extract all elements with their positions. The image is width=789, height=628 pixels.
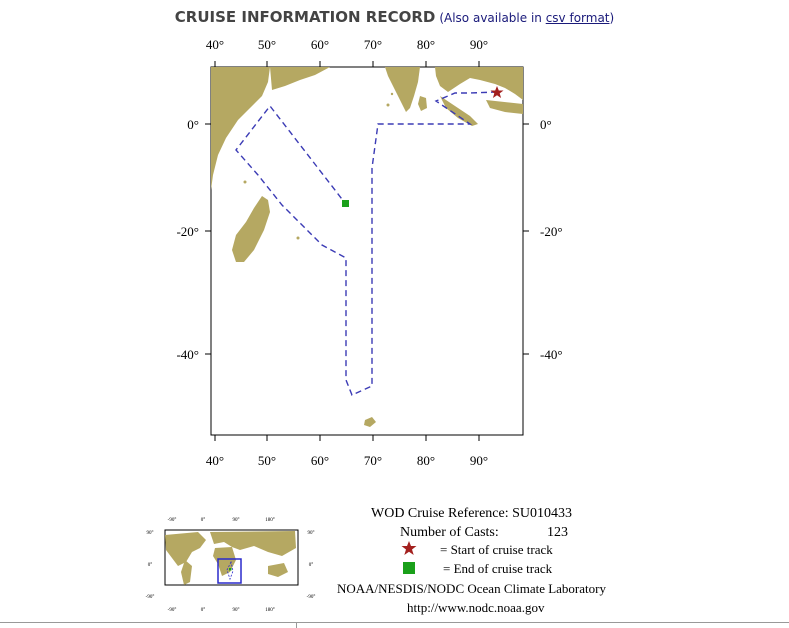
lon-label-bottom: 70° — [363, 453, 383, 468]
inset-lon-label: 90° — [232, 608, 240, 613]
island-dot — [391, 93, 393, 95]
island-dot — [244, 181, 247, 184]
csv-note-open: (Also available in — [439, 11, 546, 25]
lon-label-bottom: 80° — [416, 453, 436, 468]
island-dot — [297, 237, 300, 240]
casts-label: Number of Casts: — [400, 525, 499, 540]
csv-format-link[interactable]: csv format — [545, 11, 610, 25]
lon-label-bottom: 90° — [469, 453, 489, 468]
inset-lon-label: -90° — [167, 608, 177, 613]
lon-label-top: 70° — [363, 37, 383, 52]
lat-label-right: 0° — [540, 117, 552, 132]
inset-lat-label: 90° — [146, 531, 154, 536]
lat-label-right: -40° — [540, 347, 563, 362]
lon-label-top: 50° — [257, 37, 277, 52]
lon-label-top: 90° — [469, 37, 489, 52]
page-title: CRUISE INFORMATION RECORD — [174, 8, 436, 26]
lat-label-left: -40° — [176, 347, 199, 362]
lon-label-top: 80° — [416, 37, 436, 52]
lat-label-right: -20° — [540, 224, 563, 239]
legend-end-text: = End of cruise track — [443, 561, 553, 576]
bottom-divider-tick — [296, 622, 297, 628]
inset-lat-label: -90° — [306, 595, 316, 600]
lon-label-bottom: 60° — [310, 453, 330, 468]
bottom-divider — [0, 622, 789, 623]
cruise-reference: WOD Cruise Reference: SU010433 — [371, 506, 573, 521]
inset-lon-label: 0° — [200, 518, 206, 523]
inset-end-marker — [229, 568, 232, 571]
casts-value: 123 — [547, 525, 568, 540]
island-dot — [387, 104, 390, 107]
inset-lat-label: 0° — [147, 563, 153, 568]
lon-label-top: 60° — [310, 37, 330, 52]
inset-lon-label: 90° — [232, 518, 240, 523]
inset-lat-label: 90° — [307, 531, 315, 536]
lon-label-bottom: 40° — [205, 453, 225, 468]
map-frame — [211, 67, 523, 435]
inset-lon-label: 180° — [265, 518, 275, 523]
lat-label-left: 0° — [187, 117, 199, 132]
lab-name: NOAA/NESDIS/NODC Ocean Climate Laboratory — [337, 581, 606, 596]
lab-url: http://www.nodc.noaa.gov — [407, 600, 545, 615]
inset-lat-label: 0° — [308, 563, 314, 568]
legend-square-icon — [403, 562, 415, 574]
inset-lon-label: 0° — [200, 608, 206, 613]
legend-start-text: = Start of cruise track — [440, 542, 553, 557]
inset-lon-label: 180° — [265, 608, 275, 613]
lon-label-top: 40° — [205, 37, 225, 52]
lon-label-bottom: 50° — [257, 453, 277, 468]
legend-block — [337, 506, 606, 615]
lat-label-left: -20° — [176, 224, 199, 239]
legend-star-icon — [402, 541, 417, 555]
end-square-marker — [342, 200, 349, 207]
inset-lat-label: -90° — [145, 595, 155, 600]
csv-note-close: ) — [609, 11, 615, 25]
inset-lon-label: -90° — [167, 518, 177, 523]
